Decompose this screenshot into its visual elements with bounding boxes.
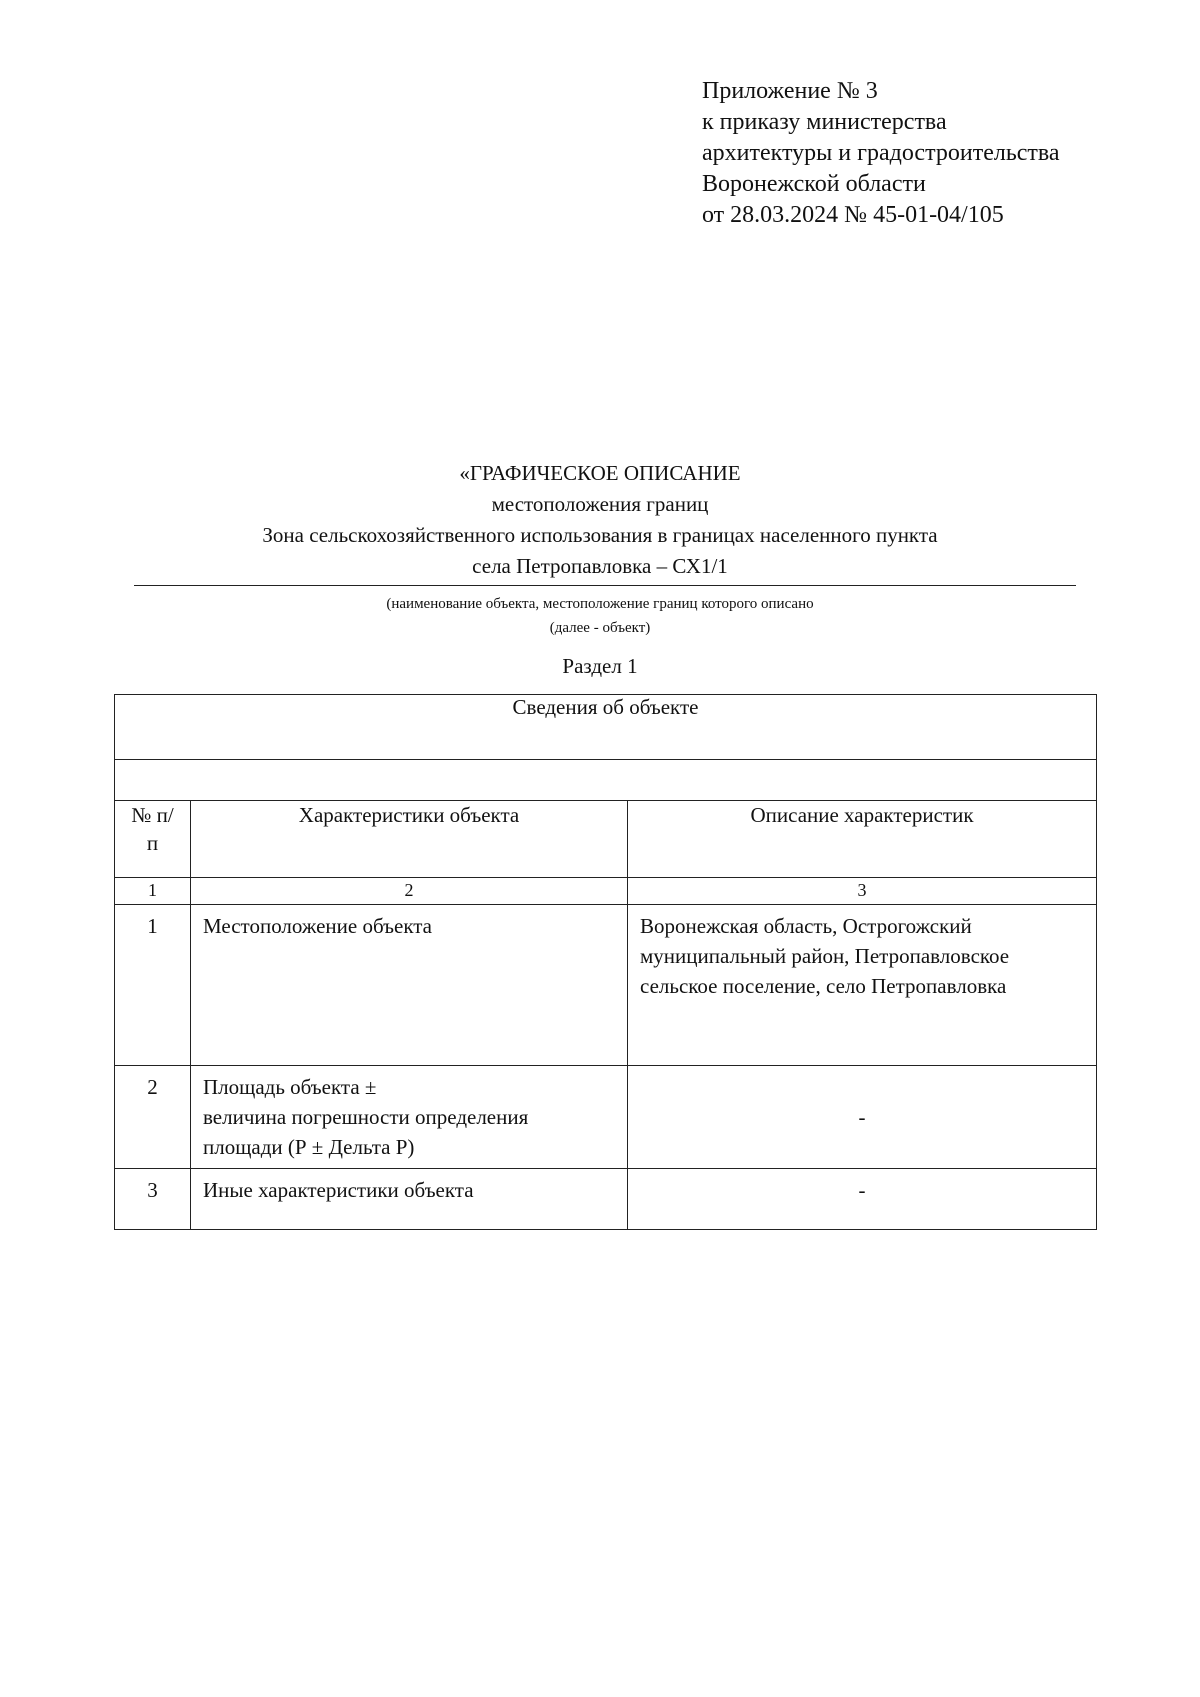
- object-name-line1: Зона сельскохозяйственного использования в границах населенного пункта: [262, 523, 938, 547]
- table-row: [115, 1169, 1097, 1230]
- row-characteristic: Местоположение объекта: [191, 905, 628, 1066]
- row-characteristic: [191, 1066, 628, 1169]
- table-index-row: [115, 878, 1097, 905]
- column-header-description: Описание характеристик: [628, 801, 1097, 878]
- document-subtitle: местоположения границ: [491, 492, 709, 516]
- row-description: Воронежская область, Острогожский муниципальный район, Петропавловское сельское поселение, село Петропавловка: [628, 905, 1097, 1066]
- appendix-line: Приложение № 3: [702, 78, 878, 104]
- row-description: -: [628, 1169, 1097, 1230]
- object-name-line2: села Петропавловка – СХ1/1: [472, 554, 728, 578]
- row-characteristic: Иные характеристики объекта: [191, 1169, 628, 1230]
- appendix-date-number: от 28.03.2024 № 45-01-04/105: [702, 202, 1004, 228]
- appendix-block: [702, 76, 1060, 231]
- column-header-characteristics: Характеристики объекта: [191, 801, 628, 878]
- appendix-line: Воронежской области: [702, 171, 926, 197]
- row-number: 1: [115, 905, 191, 1066]
- table-blank-cell: [115, 760, 1097, 801]
- row-number: 3: [115, 1169, 191, 1230]
- column-header-number: № п/п: [115, 801, 191, 878]
- appendix-line: архитектуры и градостроительства: [702, 140, 1060, 166]
- title-block: [0, 458, 1200, 582]
- row-number: 2: [115, 1066, 191, 1169]
- table-header-row: [115, 695, 1097, 760]
- table-header: Сведения об объекте: [115, 695, 1097, 760]
- table-row: [115, 1066, 1097, 1169]
- index-cell: 1: [115, 878, 191, 905]
- caption-line1: (наименование объекта, местоположение границ которого описано: [386, 596, 814, 612]
- table-column-header-row: [115, 801, 1097, 878]
- characteristic-line: площади (Р ± Дельта Р): [203, 1135, 415, 1159]
- caption-line2: (далее - объект): [549, 620, 651, 636]
- object-name-caption: [0, 592, 1200, 640]
- document-title: «ГРАФИЧЕСКОЕ ОПИСАНИЕ: [459, 461, 741, 485]
- index-cell: 3: [628, 878, 1097, 905]
- object-name-underline: [134, 585, 1076, 586]
- object-info-table: [114, 694, 1097, 1230]
- index-cell: 2: [191, 878, 628, 905]
- appendix-line: к приказу министерства: [702, 109, 947, 135]
- section-label: Раздел 1: [562, 654, 638, 678]
- characteristic-line: Площадь объекта ±: [203, 1075, 377, 1099]
- table-row: [115, 905, 1097, 1066]
- table-blank-row: [115, 760, 1097, 801]
- row-description: -: [628, 1066, 1097, 1169]
- characteristic-line: величина погрешности определения: [203, 1105, 529, 1129]
